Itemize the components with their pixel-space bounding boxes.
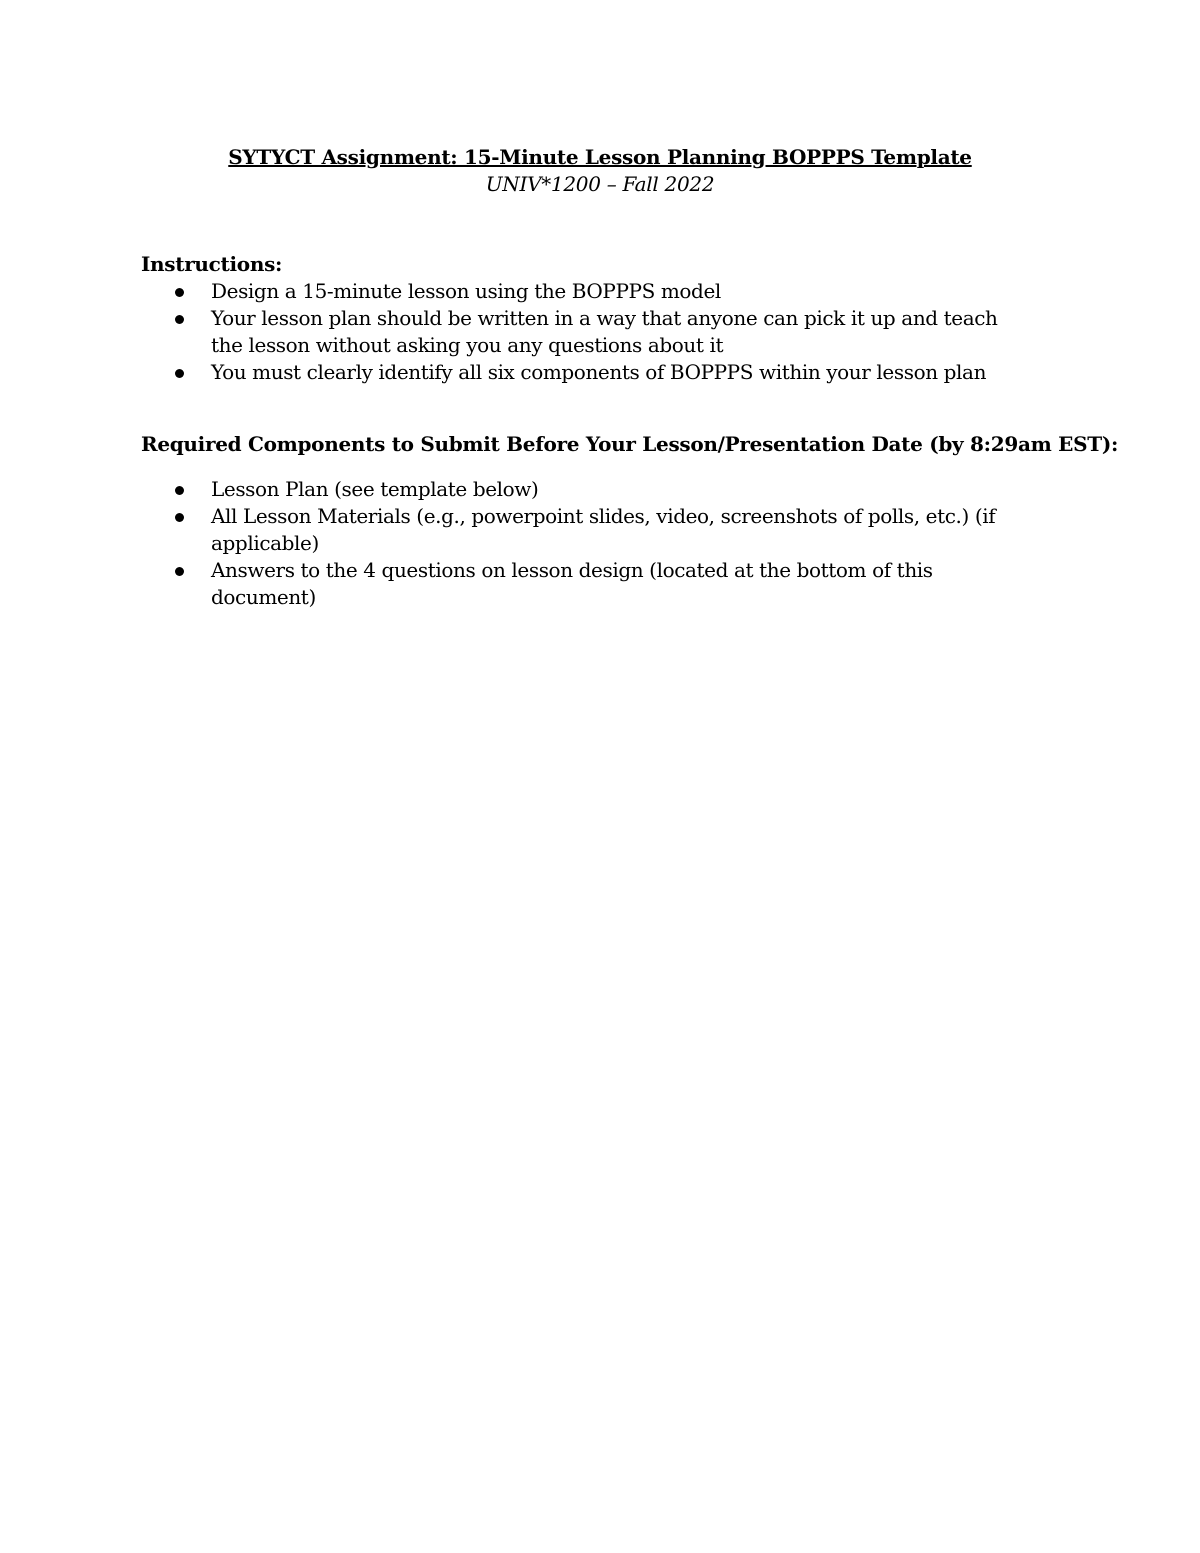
list-item	[0, 503, 1021, 557]
list-item	[0, 278, 1021, 305]
bullet-icon	[175, 315, 184, 324]
list-item	[0, 305, 1021, 359]
list-item	[0, 476, 1021, 503]
list-item	[0, 359, 1021, 386]
list-item-text: Your lesson plan should be written in a way that anyone can pick it up and teach the lesson without asking you any questions about it	[211, 306, 998, 357]
document-subtitle: UNIV*1200 – Fall 2022	[485, 172, 715, 196]
list-item-text: You must clearly identify all six components of BOPPPS within your lesson plan	[211, 360, 987, 384]
list-item-text: Design a 15-minute lesson using the BOPPPS model	[211, 279, 721, 303]
bullet-icon	[175, 486, 184, 495]
required-components-list	[0, 476, 1021, 611]
instructions-list	[0, 278, 1021, 386]
list-item-text: All Lesson Materials (e.g., powerpoint slides, video, screenshots of polls, etc.) (if applicable)	[211, 504, 996, 555]
instructions-heading: Instructions:	[141, 252, 283, 276]
bullet-icon	[175, 288, 184, 297]
bullet-icon	[175, 567, 184, 576]
required-components-heading: Required Components to Submit Before Your Lesson/Presentation Date (by 8:29am EST):	[141, 432, 1119, 456]
list-item	[0, 557, 1021, 611]
bullet-icon	[175, 513, 184, 522]
bullet-icon	[175, 369, 184, 378]
list-item-text: Answers to the 4 questions on lesson design (located at the bottom of this document)	[211, 558, 933, 609]
list-item-text: Lesson Plan (see template below)	[211, 477, 539, 501]
document-title: SYTYCT Assignment: 15-Minute Lesson Planning BOPPPS Template	[228, 145, 972, 169]
